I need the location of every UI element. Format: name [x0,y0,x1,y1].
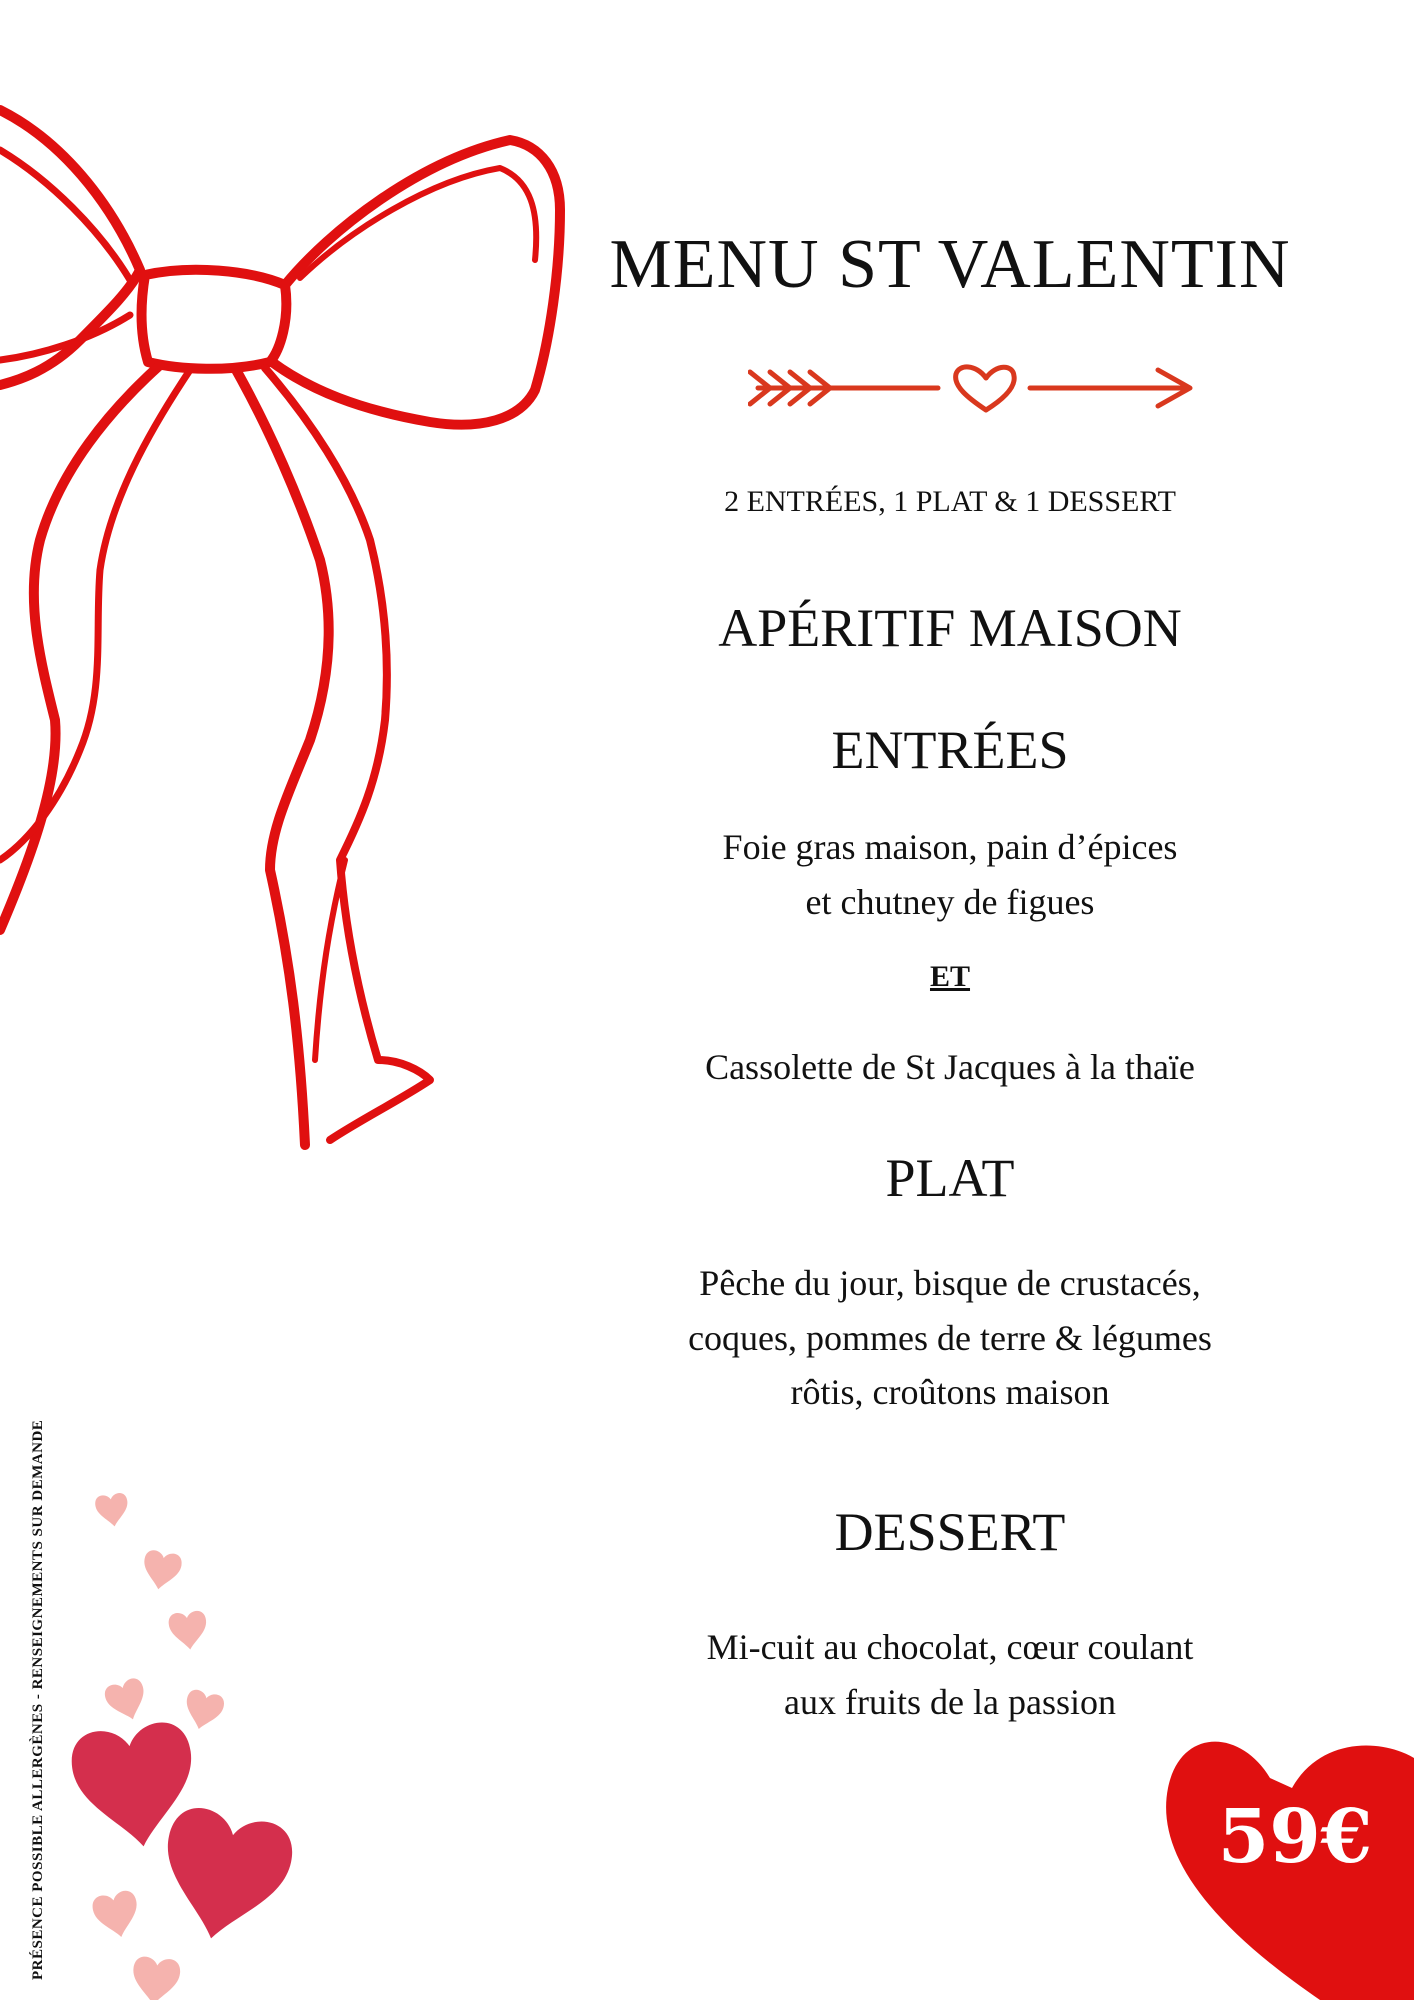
dessert-line-2: aux fruits de la passion [784,1681,1116,1722]
plat-heading: PLAT [885,1148,1015,1208]
watercolor-hearts-icon [50,1480,310,2000]
dessert-heading: DESSERT [834,1502,1066,1562]
plat-line-2: coques, pommes de terre & légumes [688,1317,1212,1358]
plat-line-3: rôtis, croûtons maison [790,1372,1110,1413]
entree-foie-gras-line-2: et chutney de figues [805,881,1095,922]
entree-foie-gras-line-1: Foie gras maison, pain d’épices [722,827,1178,867]
entree-separator: ET [929,960,971,993]
menu-price: 59€ [1217,1794,1373,1880]
menu-subtitle: 2 ENTRÉES, 1 PLAT & 1 DESSERT [724,485,1176,518]
aperitif-heading: APÉRITIF MAISON [718,598,1182,658]
menu-title: MENU ST VALENTIN [609,226,1291,303]
entrees-heading: ENTRÉES [831,720,1069,780]
dessert-line-1: Mi-cuit au chocolat, cœur coulant [706,1627,1194,1667]
entree-foie-gras [590,820,1310,929]
arrow-heart-divider-icon [748,358,1198,418]
allergens-note: PRÉSENCE POSSIBLE ALLERGÈNES - RENSEIGNEMENTS SUR DEMANDE [30,1419,46,1980]
entree-cassolette: Cassolette de St Jacques à la thaïe [705,1047,1195,1087]
plat-peche-du-jour [590,1256,1310,1420]
plat-line-1: Pêche du jour, bisque de crustacés, [699,1263,1201,1303]
ribbon-bow-icon [0,100,580,1170]
dessert-mi-cuit [590,1620,1310,1729]
